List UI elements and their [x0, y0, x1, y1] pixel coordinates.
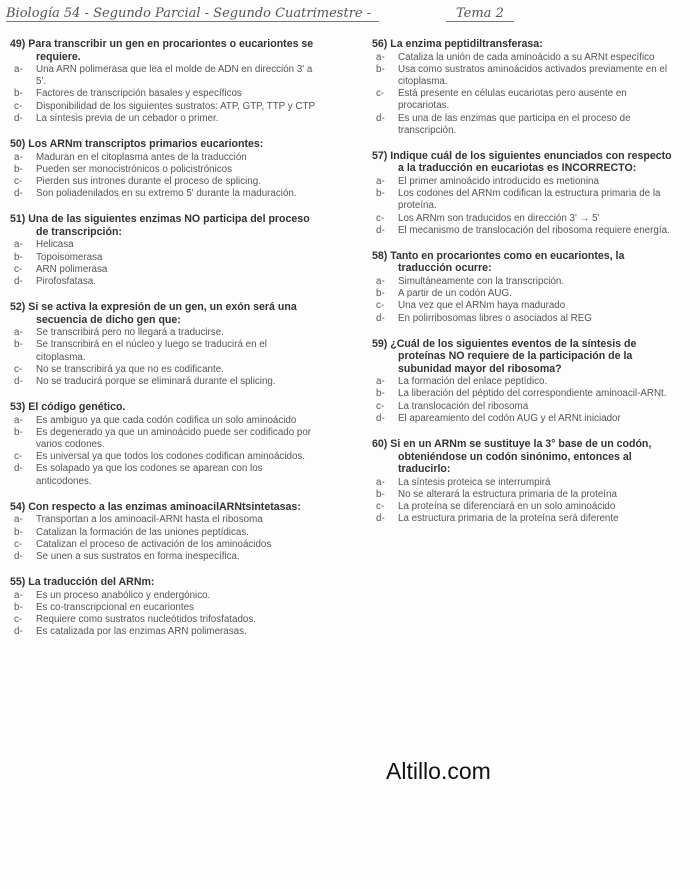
answer-option [10, 188, 315, 200]
option-letter: a- [14, 589, 23, 601]
option-letter: a- [14, 151, 23, 163]
option-letter: c- [14, 263, 23, 275]
question-title: 53) El código genético. [10, 401, 126, 414]
option-text: La proteína se diferenciará en un solo aminoácido [398, 500, 616, 512]
option-list [372, 376, 677, 425]
option-text: Factores de transcripción basales y específicos [36, 88, 242, 100]
option-letter: b- [376, 388, 385, 400]
answer-option [372, 276, 677, 288]
question [10, 301, 315, 388]
question [372, 150, 677, 237]
answer-option [372, 225, 677, 237]
answer-option [10, 276, 315, 288]
option-letter: c- [376, 400, 385, 412]
answer-option [372, 300, 677, 312]
option-text: Una vez que el ARNm haya madurado [398, 300, 566, 312]
option-letter: d- [376, 412, 385, 424]
exam-tema: Tema 2 [446, 6, 514, 22]
answer-option [10, 176, 315, 188]
option-text: Es universal ya que todos los codones codifican aminoácidos. [36, 451, 306, 463]
option-letter: b- [14, 339, 23, 351]
question-title: 52) Si se activa la expresión de un gen, un exón será una secuencia de dicho gen que: [10, 301, 297, 326]
option-text: No se traducirá porque se eliminará durante el splicing. [36, 375, 276, 387]
option-list [372, 477, 677, 526]
option-letter: b- [376, 188, 385, 200]
option-list [10, 415, 315, 488]
option-letter: d- [376, 513, 385, 525]
exam-title: Biología 54 - Segundo Parcial - Segundo Cuatrimestre - [6, 6, 379, 22]
answer-option [10, 264, 315, 276]
option-text: Usa como sustratos aminoácidos activados previamente en el citoplasma. [398, 63, 668, 87]
question [372, 438, 677, 525]
option-text: Se transcribirá en el núcleo y luego se traducirá en el citoplasma. [36, 339, 267, 363]
answer-option [372, 213, 677, 225]
option-text: A partir de un codón AUG. [398, 288, 512, 300]
option-text: Una ARN polimerasa que lea el molde de ADN en dirección 3' a 5'. [36, 64, 313, 88]
question [10, 501, 315, 563]
option-letter: d- [14, 275, 23, 287]
answer-option [10, 590, 315, 602]
question-title: 50) Los ARNm transcriptos primarios eucariontes: [10, 138, 264, 151]
option-letter: a- [14, 64, 23, 75]
answer-option [10, 415, 315, 427]
option-text: Está presente en células eucariotas pero ausente en procariotas. [398, 88, 627, 112]
option-letter: c- [376, 88, 385, 100]
option-letter: d- [14, 626, 23, 638]
option-letter: b- [376, 63, 385, 75]
option-text: Pueden ser monocistrónicos o policistrónicos [36, 163, 233, 175]
option-text: Pierden sus intrones durante el proceso de splicing. [36, 175, 261, 187]
answer-option [372, 413, 677, 425]
question-title: 57) Indique cuál de los siguientes enunciados con respecto a la traducción en eucariotas es INCORRECTO: [372, 149, 672, 175]
option-letter: b- [14, 426, 23, 438]
option-letter: a- [376, 275, 385, 287]
question-title: 60) Si en un ARNm se sustituye la 3° base de un codón, obteniéndose un codón sinónimo, entonces al traducirlo: [372, 438, 652, 476]
answer-option [10, 113, 315, 125]
answer-option [10, 152, 315, 164]
option-text: La liberación del péptido del correspondiente aminoacil-ARNt. [398, 388, 667, 400]
option-letter: a- [376, 51, 385, 63]
option-text: ARN polimerasa [36, 263, 108, 275]
option-text: Requiere como sustratos nucleótidos trifosfatados. [36, 614, 256, 626]
option-letter: b- [14, 526, 23, 538]
option-text: La síntesis proteica se interrumpirá [398, 476, 551, 488]
option-letter: d- [376, 312, 385, 324]
option-text: Simultáneamente con la transcripción. [398, 275, 565, 287]
answer-option [10, 427, 315, 451]
option-letter: b- [14, 163, 23, 175]
option-letter: c- [14, 175, 23, 187]
option-text: Es una de las enzimas que participa en el proceso de transcripción. [398, 112, 631, 136]
answer-option [372, 513, 677, 525]
option-list [10, 152, 315, 201]
option-letter: a- [14, 327, 23, 339]
answer-option [372, 388, 677, 400]
option-list [372, 52, 677, 137]
answer-option [10, 88, 315, 100]
option-text: Es catalizada por las enzimas ARN polimerasas. [36, 626, 247, 638]
question-title: 49) Para transcribir un gen en procariontes o eucariontes se requiere. [10, 38, 314, 63]
option-text: Helicasa [36, 239, 74, 251]
answer-option [10, 339, 315, 363]
question-title: 59) ¿Cuál de los siguientes eventos de la síntesis de proteínas NO requiere de la participación de la subunidad mayor del ribosoma? [372, 337, 637, 375]
question [372, 38, 677, 137]
option-letter: c- [376, 500, 385, 512]
answer-option [10, 164, 315, 176]
answer-option [10, 626, 315, 638]
option-text: No se transcribirá ya que no es codificante. [36, 363, 224, 375]
answer-option [372, 176, 677, 188]
question-title: 56) La enzima peptidiltransferasa: [372, 38, 543, 50]
answer-option [10, 527, 315, 539]
answer-option [372, 477, 677, 489]
option-text: Los codones del ARNm codifican la estructura primaria de la proteína. [398, 188, 661, 212]
option-letter: c- [14, 538, 23, 550]
option-letter: d- [14, 112, 23, 124]
question-title: 58) Tanto en procariontes como en eucariontes, la traducción ocurre: [372, 249, 625, 275]
right-column [372, 38, 677, 538]
option-text: Pirofosfatasa. [36, 275, 96, 287]
answer-option [372, 288, 677, 300]
option-letter: d- [14, 188, 23, 200]
question-title: 55) La traducción del ARNm: [10, 576, 155, 589]
question [10, 138, 315, 200]
answer-option [372, 489, 677, 501]
option-text: Topoisomerasa [36, 251, 103, 263]
option-text: La estructura primaria de la proteína será diferente [398, 513, 619, 525]
answer-option [10, 376, 315, 388]
question [10, 213, 315, 288]
option-letter: a- [14, 239, 23, 251]
option-letter: a- [376, 476, 385, 488]
option-text: En polirribosomas libres o asociados al REG [398, 312, 592, 324]
option-letter: c- [14, 614, 23, 626]
option-text: El mecanismo de translocación del ribosoma requiere energía. [398, 224, 670, 236]
option-letter: c- [376, 212, 385, 224]
question [372, 250, 677, 325]
answer-option [10, 551, 315, 563]
option-list [372, 176, 677, 237]
answer-option [372, 401, 677, 413]
option-list [372, 276, 677, 325]
option-letter: d- [14, 550, 23, 562]
answer-option [372, 501, 677, 513]
option-letter: c- [14, 100, 23, 112]
option-text: La formación del enlace peptídico. [398, 376, 548, 388]
answer-option [10, 101, 315, 113]
exam-header [6, 6, 606, 21]
option-letter: b- [376, 488, 385, 500]
option-text: Catalizan el proceso de activación de los aminoácidos [36, 538, 272, 550]
answer-option [10, 64, 315, 88]
option-letter: d- [376, 112, 385, 124]
option-text: Disponibilidad de los siguientes sustratos: ATP, GTP, TTP y CTP [36, 100, 315, 112]
option-letter: a- [376, 175, 385, 187]
option-text: Es co-transcripcional en eucariontes [36, 601, 194, 613]
option-list [10, 514, 315, 563]
option-text: Cataliza la unión de cada aminoácido a su ARNt específico [398, 51, 655, 63]
option-text: Maduran en el citoplasma antes de la traducción [36, 151, 247, 163]
option-text: Es un proceso anabólico y endergónico. [36, 589, 211, 601]
option-letter: a- [376, 376, 385, 388]
option-list [10, 590, 315, 639]
answer-option [372, 188, 677, 212]
option-letter: a- [14, 514, 23, 526]
option-text: Es degenerado ya que un aminoácido puede ser codificado por varios codones. [36, 426, 312, 451]
answer-option [10, 327, 315, 339]
question [10, 38, 315, 125]
option-text: Los ARNm son traducidos en dirección 3' → 5' [398, 212, 600, 224]
answer-option [10, 451, 315, 463]
option-text: Transportan a los aminoacil-ARNt hasta el ribosoma [36, 514, 263, 526]
option-letter: d- [14, 375, 23, 387]
option-text: La síntesis previa de un cebador o primer. [36, 112, 219, 124]
option-text: Son poliadenilados en su extremo 5' durante la maduración. [36, 188, 297, 200]
answer-option [10, 539, 315, 551]
option-text: No se alterará la estructura primaria de la proteína [398, 488, 617, 500]
option-list [10, 64, 315, 125]
answer-option [10, 364, 315, 376]
answer-option [372, 88, 677, 112]
option-list [10, 239, 315, 288]
option-letter: a- [14, 414, 23, 426]
question-title: 51) Una de las siguientes enzimas NO participa del proceso de transcripción: [10, 213, 310, 238]
answer-option [10, 614, 315, 626]
option-text: El apareamiento del codón AUG y el ARNt iniciador [398, 412, 621, 424]
option-text: Es solapado ya que los codones se aparean con los anticodones. [36, 463, 263, 487]
option-text: Se transcribirá pero no llegará a traducirse. [36, 327, 224, 339]
option-text: Es ambiguo ya que cada codón codifica un solo aminoácido [36, 414, 297, 426]
option-letter: b- [14, 601, 23, 613]
answer-option [372, 376, 677, 388]
answer-option [10, 514, 315, 526]
option-text: Catalizan la formación de las uniones peptídicas. [36, 526, 249, 538]
option-list [10, 327, 315, 388]
option-letter: c- [14, 451, 23, 463]
answer-option [10, 463, 315, 487]
answer-option [372, 52, 677, 64]
answer-option [372, 313, 677, 325]
option-letter: b- [14, 251, 23, 263]
option-text: La translocación del ribosoma [398, 400, 529, 412]
option-text: El primer aminoácido introducido es metionina [398, 175, 599, 187]
option-letter: c- [14, 363, 23, 375]
left-column [10, 38, 315, 652]
option-letter: d- [14, 463, 23, 475]
answer-option [10, 602, 315, 614]
answer-option [372, 113, 677, 137]
option-letter: b- [376, 288, 385, 300]
option-letter: d- [376, 224, 385, 236]
option-text: Se unen a sus sustratos en forma inespecífica. [36, 550, 240, 562]
answer-option [10, 239, 315, 251]
option-letter: c- [376, 300, 385, 312]
altillo-watermark: Altillo.com [386, 758, 491, 784]
question [10, 576, 315, 638]
option-letter: b- [14, 88, 23, 100]
question [372, 338, 677, 425]
question-title: 54) Con respecto a las enzimas aminoacilARNtsintetasas: [10, 500, 301, 513]
answer-option [372, 64, 677, 88]
question [10, 401, 315, 488]
answer-option [10, 252, 315, 264]
